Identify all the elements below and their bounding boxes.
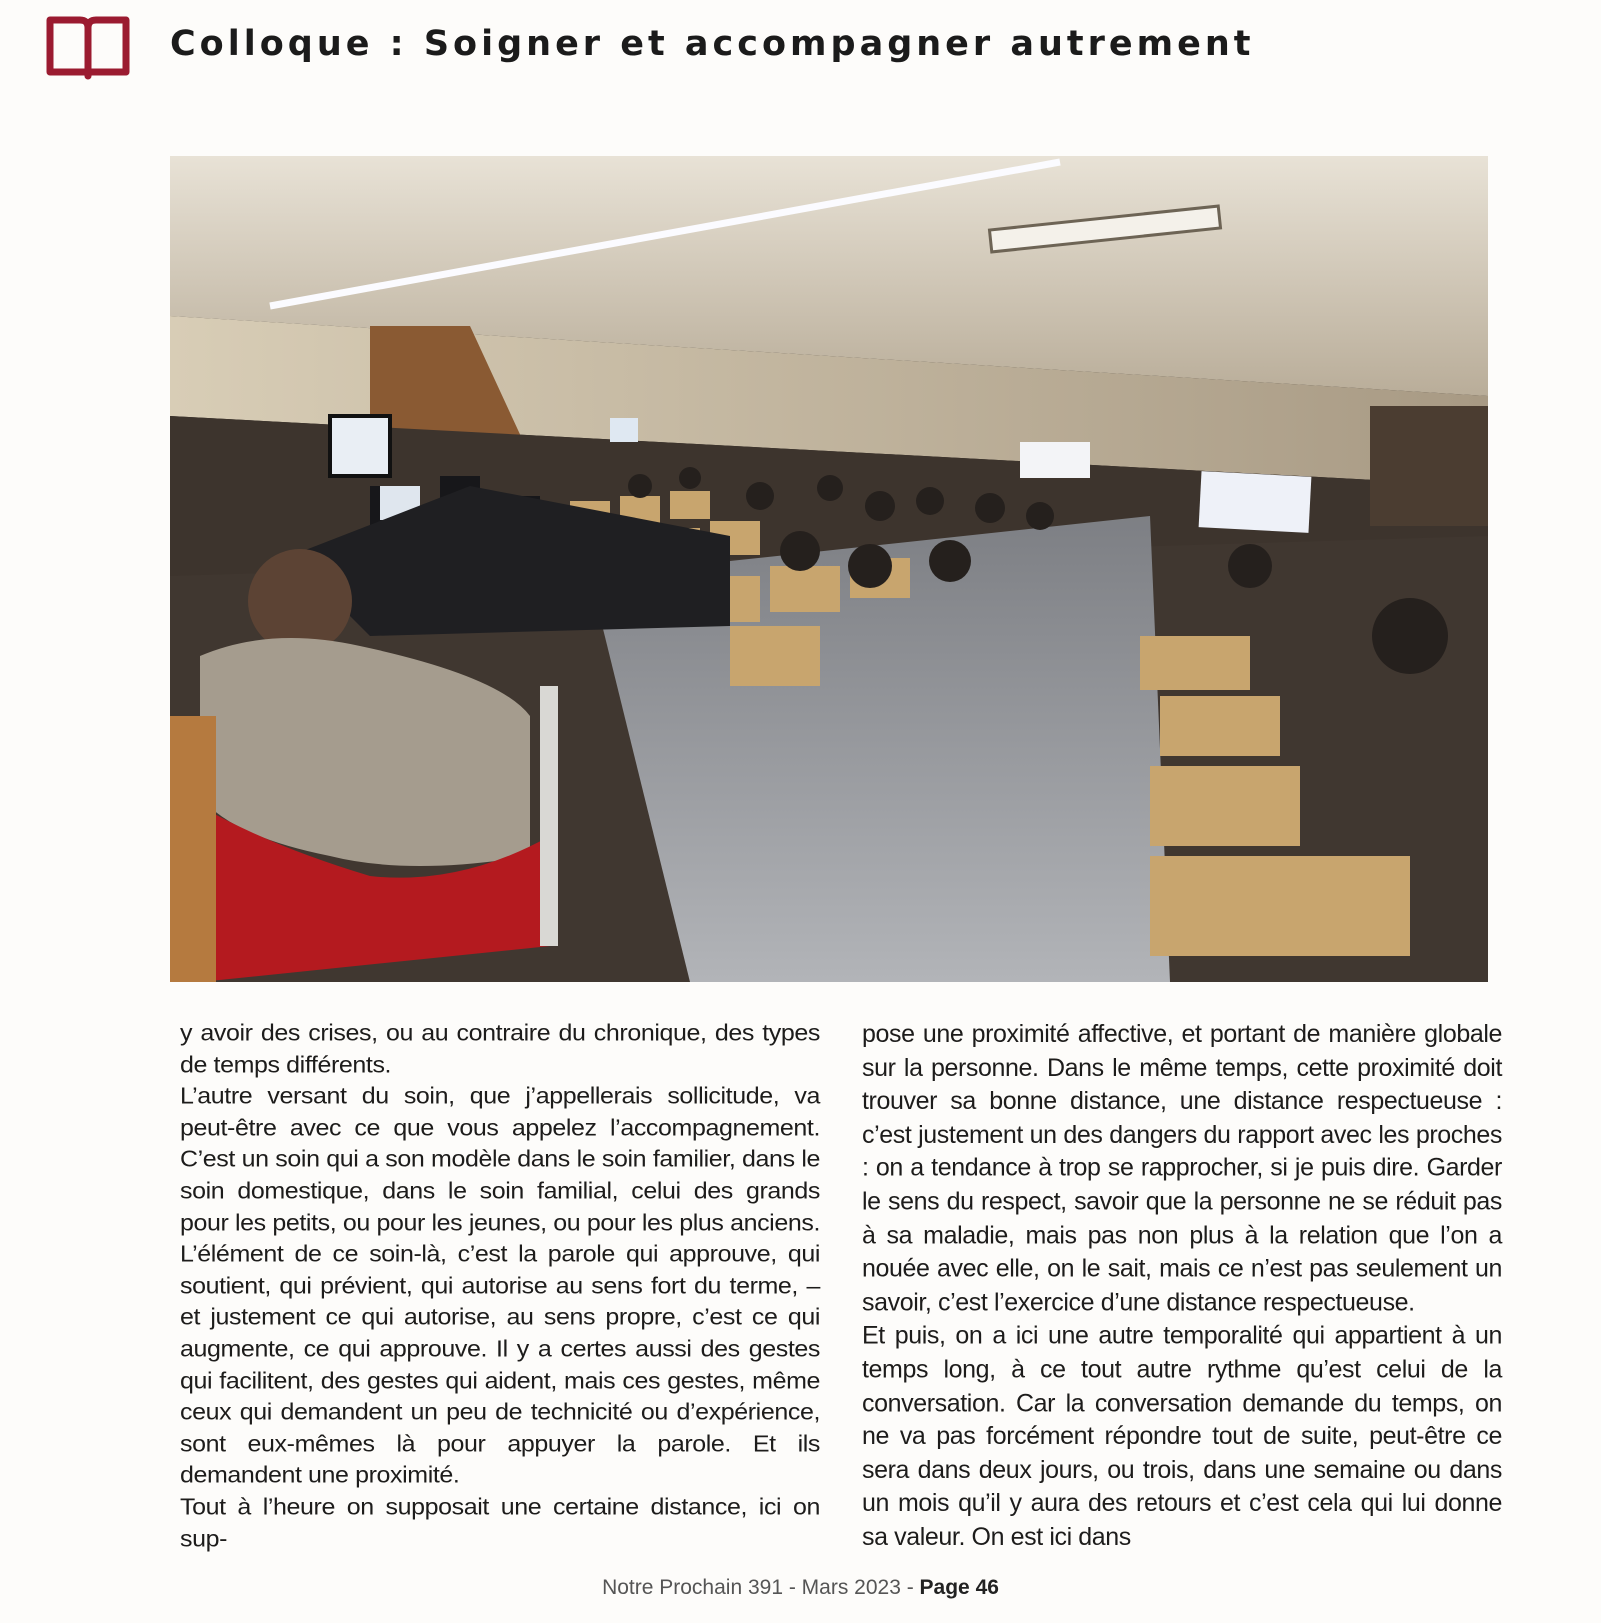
page-footer	[0, 1576, 1601, 1600]
conference-hall-photo	[170, 156, 1488, 982]
page-number: Page 46	[919, 1576, 999, 1599]
article-right-column	[862, 1018, 1502, 1555]
open-book-icon	[44, 14, 132, 80]
article-paragraph: L’autre versant du soin, que j’appellerais sollicitude, va peut-être avec ce que vous appelez l’accompagnement. C’est un soin qui a son modèle dans le soin familier, dans le soin domestique, dans le soin familial, celui des grands pour les petits, ou pour les jeunes, ou pour les plus anciens. L’élément de ce soin-là, c’est la parole qui approuve, qui soutient, qui prévient, qui autorise au sens fort du terme, – et justement ce qui autorise, au sens propre, c’est ce qui augmente, ce qui approuve. Il y a certes aussi des gestes qui facilitent, des gestes qui aident, mais ces gestes, même ceux qui demandent un peu de technicité ou d’expérience, sont eux-mêmes là pour appuyer la parole. Et ils demandent une proximité.	[180, 1083, 820, 1489]
article-left-column	[180, 1018, 820, 1555]
article-paragraph: y avoir des crises, ou au contraire du chronique, des types de temps différents.	[180, 1019, 820, 1078]
page-title: Colloque : Soigner et accompagner autrement	[170, 24, 1255, 64]
article-paragraph: Tout à l’heure on supposait une certaine distance, ici on sup-	[180, 1493, 820, 1552]
footer-publication: Notre Prochain 391 - Mars 2023 -	[602, 1576, 920, 1599]
article-paragraph: Et puis, on a ici une autre temporalité qui appartient à un temps long, à ce tout autre rythme qu’est celui de la conversation. Car la conversation demande du temps, on ne va pas forcément répondre tout de suite, peut-être ce sera dans deux jours, ou trois, dans une semaine ou dans un mois qu’il y aura des retours et c’est cela qui lui donne sa valeur. On est ici dans	[862, 1321, 1502, 1551]
page-header	[44, 14, 1564, 84]
article-paragraph: pose une proximité affective, et portant de manière globale sur la personne. Dans le même temps, cette proximité doit trouver sa bonne distance, une distance respectueuse : c’est justement un des dangers du rapport avec les proches : on a tendance à trop se rapprocher, si je puis dire. Garder le sens du respect, savoir que la personne ne se réduit pas à sa maladie, mais pas non plus à la relation que l’on a nouée avec elle, on le sait, mais ce n’est pas seulement un savoir, c’est l’exercice d’une distance respectueuse.	[862, 1019, 1502, 1317]
